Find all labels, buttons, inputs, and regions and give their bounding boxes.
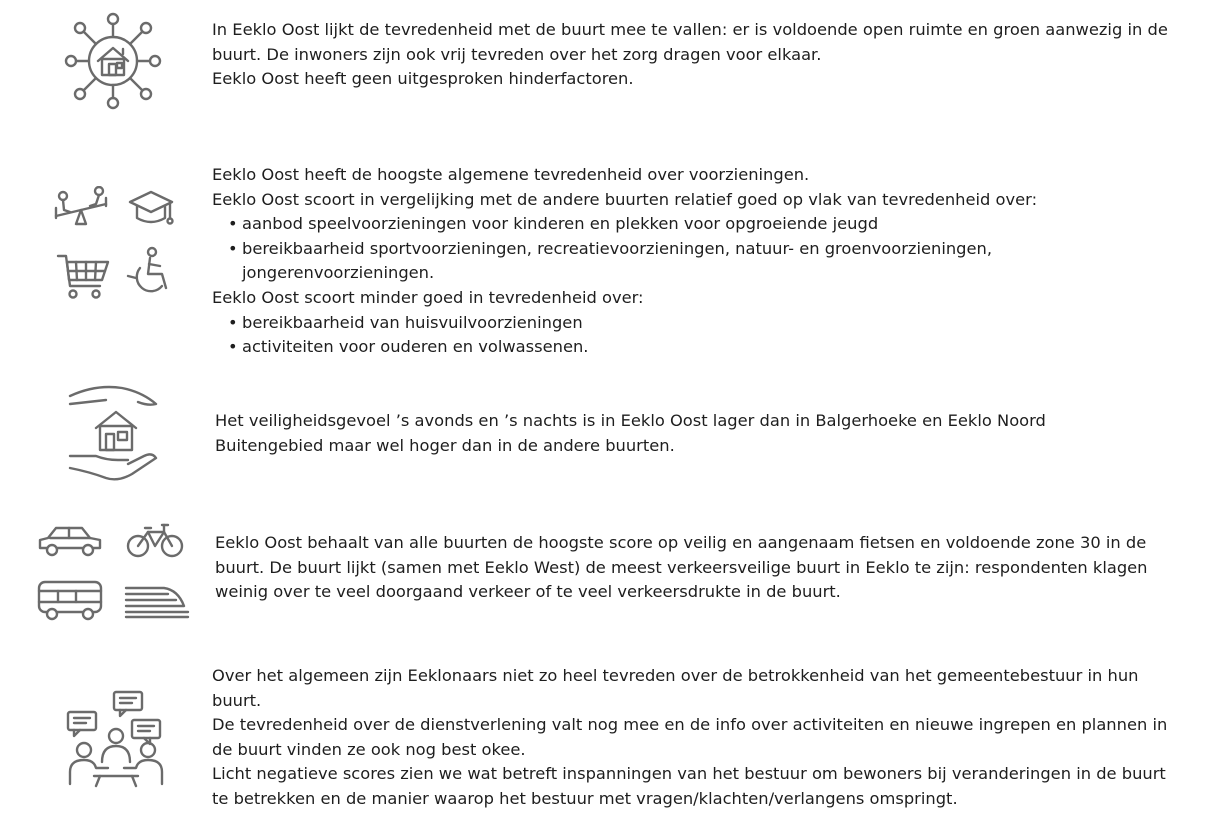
good-list bbox=[212, 212, 1192, 286]
shopping-cart-icon bbox=[56, 252, 112, 302]
list-item: • activiteiten voor ouderen en volwassenen. bbox=[242, 335, 1192, 360]
playground-seesaw-icon bbox=[52, 186, 110, 232]
bad-list bbox=[212, 311, 1192, 360]
paragraph: Licht negatieve scores zien we wat betreft inspanningen van het bestuur om bewoners bij veranderingen in de buurt te betrekken en de manier waarop het bestuur met vragen/klachten/verlangens omspringt. bbox=[212, 764, 1166, 808]
car-icon bbox=[36, 522, 104, 558]
paragraph: Eeklo Oost heeft de hoogste algemene tevredenheid over voorzieningen. bbox=[212, 165, 810, 184]
paragraph: Eeklo Oost scoort minder goed in tevredenheid over: bbox=[212, 287, 644, 307]
paragraph: De tevredenheid over de dienstverlening valt nog mee en de info over activiteiten en nieuwe ingrepen en plannen in de buurt vinden ze ook nog best okee. bbox=[212, 715, 1168, 759]
list-item: • bereikbaarheid sportvoorzieningen, recreatievoorzieningen, natuur- en groenvoorzieningen, jongerenvoorzieningen. bbox=[242, 237, 1092, 286]
list-item: • aanbod speelvoorzieningen voor kinderen en plekken voor opgroeiende jeugd bbox=[242, 212, 1192, 237]
bus-icon bbox=[36, 578, 104, 622]
community-discussion-icon bbox=[64, 688, 168, 792]
section-bestuur-text bbox=[212, 664, 1187, 812]
graduation-cap-icon bbox=[126, 188, 176, 230]
section-buurt-text bbox=[212, 18, 1192, 92]
neighbourhood-network-icon bbox=[62, 10, 164, 112]
section-voorzieningen-text bbox=[212, 163, 1192, 360]
paragraph: Eeklo Oost heeft geen uitgesproken hinderfactoren. bbox=[212, 69, 634, 89]
wheelchair-icon bbox=[122, 246, 170, 300]
bicycle-icon bbox=[126, 520, 184, 560]
paragraph: Over het algemeen zijn Eeklonaars niet zo heel tevreden over de betrokkenheid van het gemeentebestuur in hun buurt. bbox=[212, 666, 1139, 710]
paragraph: In Eeklo Oost lijkt de tevredenheid met de buurt mee te vallen: er is voldoende open ruimte en groen aanwezig in de buurt. De inwoners zijn ook vrij tevreden over het zorg dragen voor elkaar. bbox=[212, 20, 1168, 64]
list-item: • bereikbaarheid van huisvuilvoorzieningen bbox=[242, 311, 1192, 336]
paragraph: Eeklo Oost behaalt van alle buurten de hoogste score op veilig en aangenaam fietsen en voldoende zone 30 in de buurt. De buurt lijkt (samen met Eeklo West) de meest verkeersveilige buurt in Eeklo te zijn: respondenten klagen weinig over te veel doorgaand verkeer of te veel verkeersdrukte in de buurt. bbox=[215, 533, 1148, 602]
hands-protecting-house-icon bbox=[66, 384, 162, 484]
section-mobiliteit-text bbox=[215, 531, 1175, 605]
train-icon bbox=[122, 582, 190, 620]
section-veiligheid-text bbox=[215, 409, 1135, 458]
paragraph: Het veiligheidsgevoel ’s avonds en ’s nachts is in Eeklo Oost lager dan in Balgerhoeke en Eeklo Noord Buitengebied maar wel hoger dan in de andere buurten. bbox=[215, 411, 1046, 455]
paragraph: Eeklo Oost scoort in vergelijking met de andere buurten relatief goed op vlak van tevredenheid over: bbox=[212, 189, 1038, 209]
